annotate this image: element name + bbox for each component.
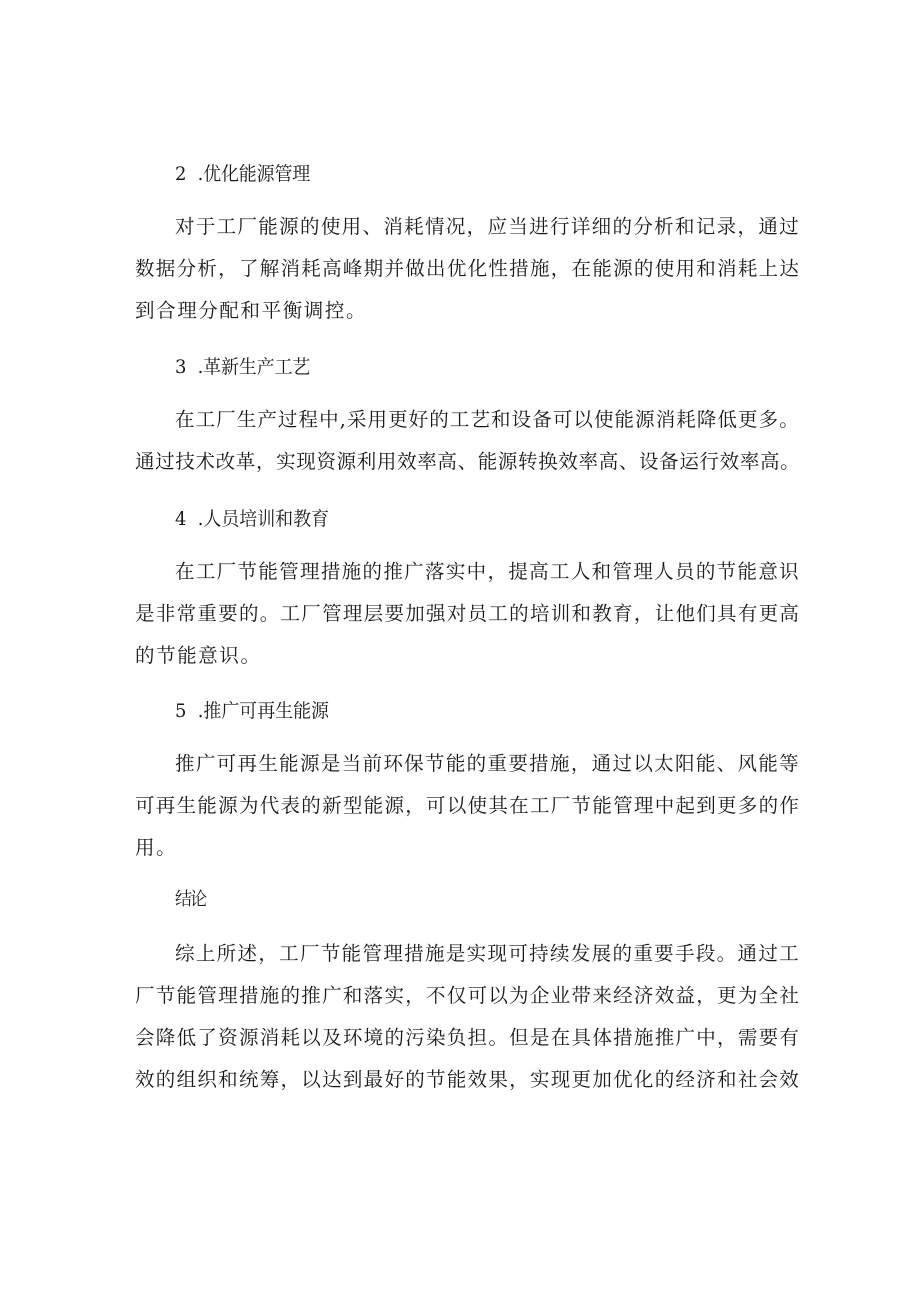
section-number: 2 [175,163,187,185]
section-title: .人员培训和教育 [197,508,329,530]
paragraph-line: 效的组织和统筹，以达到最好的节能效果，实现更加优化的经济和社会效 [135,1068,801,1091]
section-number: 3 [175,356,187,378]
section-title: .推广可再生能源 [197,700,329,722]
paragraph-line: 综上所述，工厂节能管理措施是实现可持续发展的重要手段。通过工 [175,942,801,965]
paragraph-line: 厂节能管理措施的推广和落实，不仅可以为企业带来经济效益，更为全社 [135,984,801,1007]
section-number: 4 [175,508,187,530]
conclusion-heading: 结论 [175,889,206,910]
section-heading-5 [175,697,800,725]
paragraph-line: 在工厂节能管理措施的推广落实中，提高工人和管理人员的节能意识 [175,560,801,583]
paragraph-line: 用。 [135,836,178,859]
section-title: .革新生产工艺 [197,356,311,378]
paragraph-line: 会降低了资源消耗以及环境的污染负担。但是在具体措施推广中，需要有 [135,1026,801,1049]
section-heading-4 [175,505,800,533]
paragraph-line: 在工厂生产过程中,采用更好的工艺和设备可以使能源消耗降低更多。 [175,408,800,431]
paragraph-line: 通过技术改革，实现资源利用效率高、能源转换效率高、设备运行效率高。 [135,450,801,473]
section-heading-2 [175,160,800,188]
paragraph-line: 的节能意识。 [135,644,262,667]
paragraph-line: 到合理分配和平衡调控。 [135,299,368,322]
section-title: .优化能源管理 [197,163,311,185]
section-heading-3 [175,353,800,381]
paragraph-line: 数据分析，了解消耗高峰期并做出优化性措施，在能源的使用和消耗上达 [135,257,801,280]
paragraph-line: 推广可再生能源是当前环保节能的重要措施，通过以太阳能、风能等 [175,752,801,775]
paragraph-line: 可再生能源为代表的新型能源，可以使其在工厂节能管理中起到更多的作 [135,794,801,817]
paragraph-line: 对于工厂能源的使用、消耗情况，应当进行详细的分析和记录，通过 [175,215,801,238]
section-number: 5 [175,700,187,722]
paragraph-line: 是非常重要的。工厂管理层要加强对员工的培训和教育，让他们具有更高 [135,602,801,625]
